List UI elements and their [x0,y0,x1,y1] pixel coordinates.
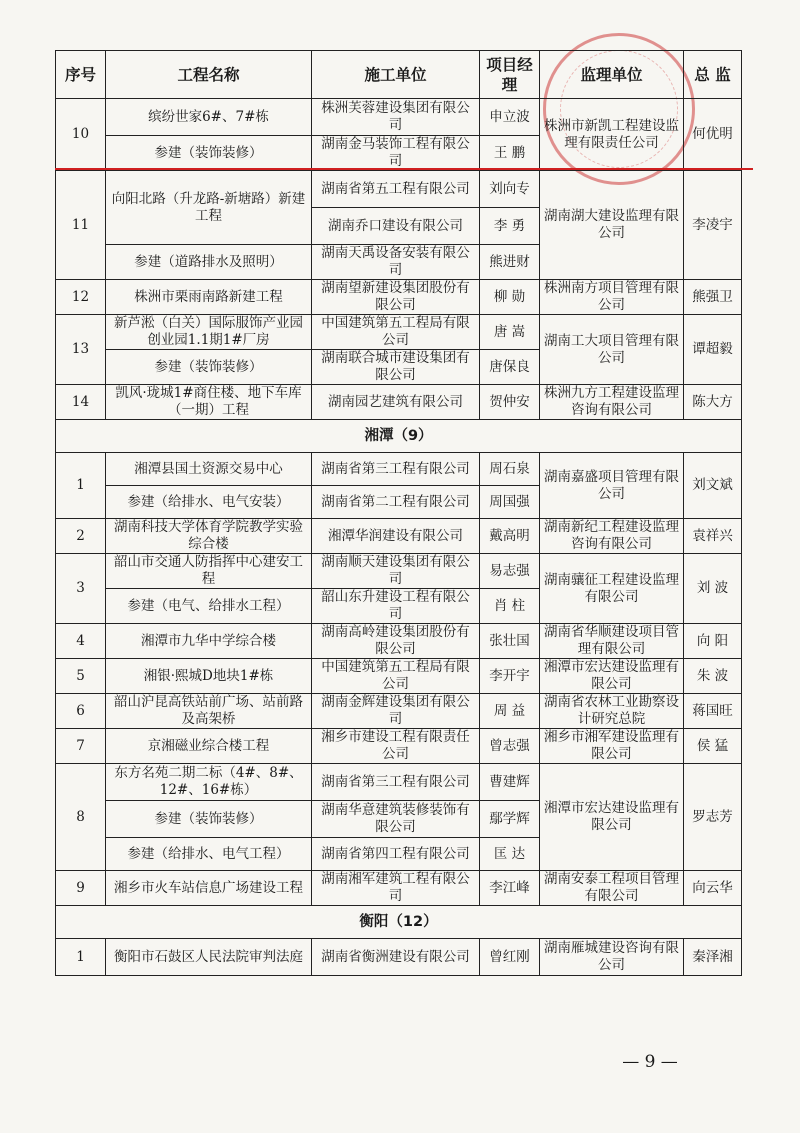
director-cell: 熊强卫 [684,280,742,315]
seq-cell: 2 [56,519,106,554]
region-label: 衡阳（12） [56,906,742,939]
project-cell: 衡阳市石鼓区人民法院审判法庭 [106,939,312,976]
header-manager: 项目经理 [480,51,540,99]
builder-cell: 湖南省第三工程有限公司 [312,764,480,801]
manager-cell: 李开宇 [480,659,540,694]
seq-cell: 9 [56,871,106,906]
builder-cell: 中国建筑第五工程局有限公司 [312,659,480,694]
director-cell: 何优明 [684,99,742,171]
supervisor-cell: 湖南省农林工业勘察设计研究总院 [540,694,684,729]
manager-cell: 匡 达 [480,838,540,871]
manager-cell: 曹建辉 [480,764,540,801]
director-cell: 刘 波 [684,554,742,624]
project-cell: 湖南科技大学体育学院教学实验综合楼 [106,519,312,554]
supervisor-cell: 湘乡市湘军建设监理有限公司 [540,729,684,764]
table-row [56,659,742,694]
project-table [55,50,742,976]
supervisor-cell: 株洲九方工程建设监理咨询有限公司 [540,385,684,420]
page-number: — 9 — [622,1052,678,1072]
project-cell: 湘银·熙城D地块1#栋 [106,659,312,694]
project-cell: 韶山沪昆高铁站前广场、站前路及高架桥 [106,694,312,729]
table-row [56,939,742,976]
director-cell: 陈大方 [684,385,742,420]
builder-cell: 湖南园艺建筑有限公司 [312,385,480,420]
manager-cell: 周 益 [480,694,540,729]
table-row [56,171,742,208]
table-row [56,624,742,659]
project-cell: 湘潭县国土资源交易中心 [106,453,312,486]
manager-cell: 鄢学辉 [480,801,540,838]
table-row [56,519,742,554]
supervisor-cell: 湖南骧征工程建设监理有限公司 [540,554,684,624]
supervisor-cell: 株洲市新凯工程建设监理有限责任公司 [540,99,684,171]
builder-cell: 湖南高岭建设集团股份有限公司 [312,624,480,659]
header-project: 工程名称 [106,51,312,99]
table-row [56,315,742,350]
table-row [56,99,742,136]
supervisor-cell: 湖南工大项目管理有限公司 [540,315,684,385]
manager-cell: 周石泉 [480,453,540,486]
seq-cell: 4 [56,624,106,659]
manager-cell: 刘向专 [480,171,540,208]
director-cell: 秦泽湘 [684,939,742,976]
project-cell: 参建（给排水、电气安装） [106,486,312,519]
project-cell: 参建（装饰装修） [106,801,312,838]
director-cell: 李凌宇 [684,171,742,280]
project-cell: 新芦淞（白关）国际服饰产业园创业园1.1期1#厂房 [106,315,312,350]
table-row [56,453,742,486]
builder-cell: 湖南省第三工程有限公司 [312,453,480,486]
seq-cell: 8 [56,764,106,871]
manager-cell: 唐 嵩 [480,315,540,350]
seq-cell: 7 [56,729,106,764]
supervisor-cell: 湖南安泰工程项目管理有限公司 [540,871,684,906]
manager-cell: 周国强 [480,486,540,519]
header-seq: 序号 [56,51,106,99]
builder-cell: 湖南金辉建设集团有限公司 [312,694,480,729]
builder-cell: 湖南华意建筑装修装饰有限公司 [312,801,480,838]
header-supervisor: 监理单位 [540,51,684,99]
director-cell: 谭超毅 [684,315,742,385]
builder-cell: 湖南天禹设备安装有限公司 [312,245,480,280]
builder-cell: 湖南省第五工程有限公司 [312,171,480,208]
red-rule-line [55,168,753,170]
manager-cell: 戴高明 [480,519,540,554]
seq-cell: 12 [56,280,106,315]
builder-cell: 湘乡市建设工程有限责任公司 [312,729,480,764]
supervisor-cell: 株洲南方项目管理有限公司 [540,280,684,315]
header-director: 总 监 [684,51,742,99]
supervisor-cell: 湖南新纪工程建设监理咨询有限公司 [540,519,684,554]
project-cell: 参建（道路排水及照明） [106,245,312,280]
manager-cell: 易志强 [480,554,540,589]
director-cell: 刘文斌 [684,453,742,519]
project-cell: 参建（装饰装修） [106,136,312,171]
project-cell: 向阳北路（升龙路-新塘路）新建工程 [106,171,312,245]
builder-cell: 湖南顺天建设集团有限公司 [312,554,480,589]
director-cell: 侯 猛 [684,729,742,764]
manager-cell: 王 鹏 [480,136,540,171]
builder-cell: 株洲芙蓉建设集团有限公司 [312,99,480,136]
builder-cell: 湖南金马装饰工程有限公司 [312,136,480,171]
manager-cell: 李江峰 [480,871,540,906]
supervisor-cell: 湘潭市宏达建设监理有限公司 [540,764,684,871]
supervisor-cell: 湖南嘉盛项目管理有限公司 [540,453,684,519]
table-row [56,694,742,729]
supervisor-cell: 湖南雁城建设咨询有限公司 [540,939,684,976]
builder-cell: 湖南省第四工程有限公司 [312,838,480,871]
builder-cell: 湖南省衡洲建设有限公司 [312,939,480,976]
region-row [56,420,742,453]
builder-cell: 韶山东升建设工程有限公司 [312,589,480,624]
manager-cell: 申立波 [480,99,540,136]
manager-cell: 熊进财 [480,245,540,280]
builder-cell: 湖南望新建设集团股份有限公司 [312,280,480,315]
director-cell: 朱 波 [684,659,742,694]
seq-cell: 1 [56,939,106,976]
builder-cell: 湖南乔口建设有限公司 [312,208,480,245]
seq-cell: 6 [56,694,106,729]
project-cell: 凯风·珑城1#商住楼、地下车库（一期）工程 [106,385,312,420]
project-cell: 东方名苑二期二标（4#、8#、12#、16#栋） [106,764,312,801]
region-row [56,906,742,939]
seq-cell: 10 [56,99,106,171]
table-header-row [56,51,742,99]
director-cell: 罗志芳 [684,764,742,871]
seq-cell: 1 [56,453,106,519]
manager-cell: 肖 柱 [480,589,540,624]
builder-cell: 湖南省第二工程有限公司 [312,486,480,519]
table-row [56,554,742,589]
supervisor-cell: 湖南湖大建设监理有限公司 [540,171,684,280]
table-row [56,871,742,906]
seq-cell: 3 [56,554,106,624]
manager-cell: 唐保良 [480,350,540,385]
project-cell: 湘潭市九华中学综合楼 [106,624,312,659]
table-row [56,729,742,764]
table-row [56,385,742,420]
manager-cell: 张壮国 [480,624,540,659]
builder-cell: 湖南联合城市建设集团有限公司 [312,350,480,385]
project-cell: 株洲市栗雨南路新建工程 [106,280,312,315]
manager-cell: 曾红刚 [480,939,540,976]
supervisor-cell: 湘潭市宏达建设监理有限公司 [540,659,684,694]
project-cell: 缤纷世家6#、7#栋 [106,99,312,136]
project-cell: 参建（给排水、电气工程） [106,838,312,871]
builder-cell: 湖南湘军建筑工程有限公司 [312,871,480,906]
project-cell: 参建（装饰装修） [106,350,312,385]
table-row [56,764,742,801]
builder-cell: 中国建筑第五工程局有限公司 [312,315,480,350]
director-cell: 向云华 [684,871,742,906]
seq-cell: 11 [56,171,106,280]
manager-cell: 柳 勋 [480,280,540,315]
manager-cell: 曾志强 [480,729,540,764]
project-cell: 参建（电气、给排水工程） [106,589,312,624]
seq-cell: 13 [56,315,106,385]
project-cell: 湘乡市火车站信息广场建设工程 [106,871,312,906]
builder-cell: 湘潭华润建设有限公司 [312,519,480,554]
director-cell: 蒋国旺 [684,694,742,729]
manager-cell: 贺仲安 [480,385,540,420]
director-cell: 向 阳 [684,624,742,659]
director-cell: 袁祥兴 [684,519,742,554]
project-cell: 京湘磁业综合楼工程 [106,729,312,764]
region-label: 湘潭（9） [56,420,742,453]
manager-cell: 李 勇 [480,208,540,245]
seq-cell: 14 [56,385,106,420]
header-builder: 施工单位 [312,51,480,99]
supervisor-cell: 湖南省华顺建设项目管理有限公司 [540,624,684,659]
table-row [56,280,742,315]
seq-cell: 5 [56,659,106,694]
project-cell: 韶山市交通人防指挥中心建安工程 [106,554,312,589]
